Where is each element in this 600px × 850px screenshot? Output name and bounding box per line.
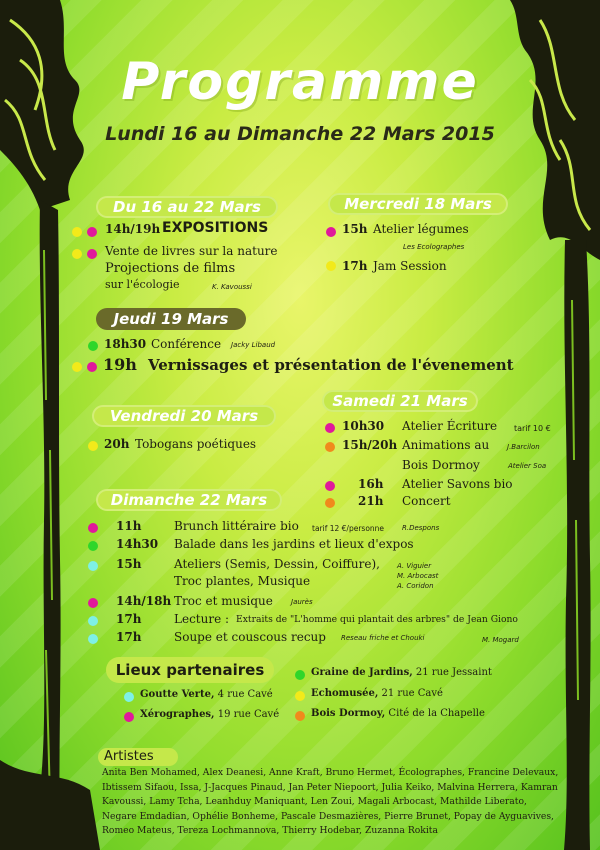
event-label: EXPOSITIONS <box>162 220 269 236</box>
event-time: 16h <box>358 477 384 491</box>
poster-subtitle: Lundi 16 au Dimanche 22 Mars 2015 <box>105 123 495 145</box>
bullet-yellow <box>295 691 305 701</box>
bullet-green <box>88 541 98 551</box>
bullet-pink <box>88 523 98 533</box>
event-note: Atelier Soa <box>508 462 547 470</box>
event-label: Tobogans poétiques <box>135 437 257 451</box>
section-header-vendredi: Vendredi 20 Mars <box>92 405 276 427</box>
poster-title: Programme <box>121 52 479 112</box>
event-label: Vente de livres sur la nature <box>105 244 278 258</box>
event-extra: tarif 12 €/personne <box>312 524 385 533</box>
event-note: Les Ecolographes <box>403 243 465 251</box>
event-label: Atelier légumes <box>373 222 469 236</box>
event-extra: tarif 10 € <box>514 424 551 433</box>
bullet-cyan <box>124 692 134 702</box>
event-label: Balade dans les jardins et lieux d'expos <box>174 537 414 551</box>
event-time: 21h <box>358 494 384 508</box>
section-header-du16: Du 16 au 22 Mars <box>96 196 278 218</box>
section-header-mercredi: Mercredi 18 Mars <box>328 193 508 215</box>
partner-address: 19 rue Cavé <box>214 709 280 720</box>
partner-address: 21 rue Jessaint <box>412 667 492 678</box>
event-note: K. Kavoussi <box>212 283 252 291</box>
bullet-yellow <box>72 362 82 372</box>
event-label: Jam Session <box>373 259 447 273</box>
partner-bois-dormoy <box>311 708 485 719</box>
partner-graine-de-jardins <box>311 667 492 678</box>
event-time: 20h <box>104 437 130 451</box>
event-time: 14h30 <box>116 537 159 551</box>
section-header-samedi: Samedi 21 Mars <box>322 390 478 412</box>
event-label: Concert <box>402 494 451 508</box>
partner-address: 4 rue Cavé <box>214 689 273 700</box>
event-extra: Extraits de "L'homme qui plantait des arbres" de Jean Giono <box>236 614 518 625</box>
bullet-pink <box>88 598 98 608</box>
event-time: 17h <box>116 612 142 626</box>
event-time: 15h <box>342 222 368 236</box>
partner-name: Echomusée, <box>311 688 379 699</box>
bullet-yellow <box>72 249 82 259</box>
event-note: Jacky Libaud <box>231 341 276 349</box>
event-label: Conférence <box>151 337 222 351</box>
bullet-orange <box>325 498 335 508</box>
event-time: 19h <box>103 355 137 374</box>
event-time: 11h <box>116 519 142 533</box>
event-time: 10h30 <box>342 419 385 433</box>
partner-name: Bois Dormoy, <box>311 708 386 719</box>
partner-address: Cité de la Chapelle <box>385 708 485 719</box>
event-time: 15h/20h <box>342 438 398 452</box>
bullet-cyan <box>88 616 98 626</box>
bullet-green <box>88 341 98 351</box>
event-label: Vernissages et présentation de l'évenement <box>148 356 514 374</box>
bullet-yellow <box>88 441 98 451</box>
partner-name: Goutte Verte, <box>140 689 215 700</box>
event-time: 15h <box>116 557 142 571</box>
bullet-cyan <box>88 634 98 644</box>
event-label: Ateliers (Semis, Dessin, Coiffure), <box>174 557 380 571</box>
event-note: A. Coridon <box>397 582 434 590</box>
partner-xerographes <box>140 709 279 720</box>
event-time: 17h <box>342 259 368 273</box>
partner-name: Graine de Jardins, <box>311 667 413 678</box>
event-note: J.Barcilon <box>507 443 540 451</box>
partner-address: 21 rue Cavé <box>378 688 443 699</box>
event-note: M. Mogard <box>482 636 519 644</box>
event-label: Troc plantes, Musique <box>174 574 311 588</box>
partner-echomusee <box>311 688 443 699</box>
event-time: 18h30 <box>104 337 147 351</box>
bullet-pink <box>87 249 97 259</box>
event-label: Lecture : <box>174 612 230 626</box>
event-note: A. Viguier <box>397 562 432 570</box>
bullet-pink <box>326 227 336 237</box>
bullet-yellow <box>72 227 82 237</box>
event-label: Animations au <box>402 438 490 452</box>
event-label: Bois Dormoy <box>402 458 480 472</box>
bullet-orange <box>325 442 335 452</box>
event-label: sur l'écologie <box>105 278 180 291</box>
event-time: 14h/19h <box>105 222 161 236</box>
section-header-jeudi: Jeudi 19 Mars <box>96 308 246 330</box>
event-label: Troc et musique <box>174 594 273 608</box>
section-header-dimanche: Dimanche 22 Mars <box>96 489 282 511</box>
event-note: M. Arbocast <box>397 572 439 580</box>
event-label: Soupe et couscous recup <box>174 630 326 644</box>
bullet-pink <box>87 362 97 372</box>
event-note: R.Despons <box>402 524 440 532</box>
bullet-pink <box>124 712 134 722</box>
event-label: Projections de films <box>105 261 236 276</box>
artists-header: Artistes <box>98 748 178 766</box>
event-note: Reseau friche et Chouki <box>341 634 425 642</box>
event-time: 14h/18h <box>116 594 172 608</box>
bullet-pink <box>325 423 335 433</box>
partners-header: Lieux partenaires <box>106 657 274 683</box>
bullet-orange <box>295 711 305 721</box>
event-label: Brunch littéraire bio <box>174 519 299 533</box>
event-note: Jaurès <box>291 598 313 606</box>
bullet-yellow <box>326 261 336 271</box>
bullet-green <box>295 670 305 680</box>
event-label: Atelier Écriture <box>402 419 498 433</box>
partner-goutte-verte <box>140 689 273 700</box>
event-label: Atelier Savons bio <box>402 477 513 491</box>
bullet-pink <box>87 227 97 237</box>
artists-list: Anita Ben Mohamed, Alex Deanesi, Anne Kraft, Bruno Hermet, Écolographes, Francine Delevaux, Ibtissem Sifaou, Issa, J-Jacques Pinaud, Jan Peter Niepoort, Julia Keiko, Malvina Herrera, Kamran Kavoussi, Lamy Tcha, Leanhduy Maniquant, Len Zoui, Magali Arbocast, Mathilde Liberato, Negare Emdadian, Ophélie Bonheme, Pascale Desmazières, Pierre Brunet, Popay de Ayguavives, Romeo Mateus, Tereza Lochmannova, Thierry Hodebar, Zuzanna Rokita <box>102 767 559 837</box>
event-time: 17h <box>116 630 142 644</box>
bullet-cyan <box>88 561 98 571</box>
partner-name: Xérographes, <box>140 709 215 720</box>
bullet-pink <box>325 481 335 491</box>
